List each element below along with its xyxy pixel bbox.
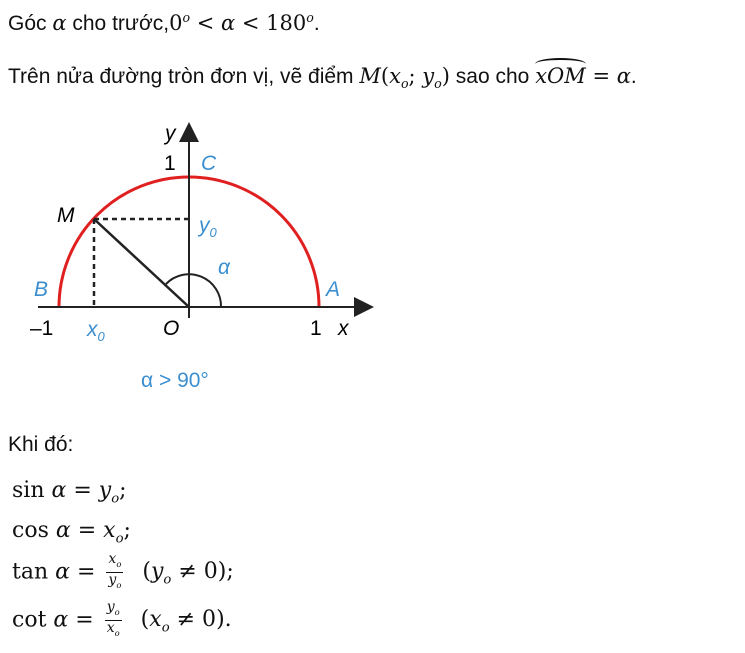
line2-y: y — [422, 64, 435, 88]
unit-semicircle-figure — [0, 108, 745, 408]
cot-eq: = — [68, 607, 101, 633]
label-one-right: 1 — [310, 317, 322, 340]
label-M: M — [57, 204, 75, 227]
line2-alpha: α — [616, 64, 631, 88]
line2-mid: sao cho — [449, 65, 536, 88]
intro-line — [8, 10, 320, 36]
formula-sin — [12, 478, 127, 506]
tan-fn: tan — [12, 559, 49, 585]
label-A: A — [326, 278, 341, 301]
cot-num: $y_o$ — [105, 600, 122, 621]
label-one-top: 1 — [164, 152, 176, 175]
intro-end: . — [313, 12, 320, 35]
cos-end: ; — [123, 518, 131, 543]
cot-fn: cot — [12, 607, 47, 633]
angle-arc — [166, 274, 221, 307]
sin-rhs-sub: o — [111, 491, 120, 507]
tan-eq: = — [70, 559, 103, 585]
figure-caption: α > 90° — [141, 369, 209, 392]
label-B: B — [34, 278, 49, 301]
cos-fn: cos — [12, 518, 49, 543]
intro-text: Góc — [8, 12, 53, 35]
label-x-axis: x — [338, 317, 349, 340]
formula-tan — [12, 552, 234, 593]
intro-alpha2: α — [221, 11, 236, 35]
label-O: O — [163, 317, 180, 340]
line2-sep: ; — [408, 64, 423, 88]
line2-y-sub: o — [434, 76, 442, 92]
sin-end: ; — [119, 478, 127, 503]
cos-rhs-sub: o — [115, 531, 124, 547]
label-minus-one: –1 — [30, 317, 54, 340]
formula-cos — [12, 518, 131, 546]
tan-fraction — [106, 552, 123, 593]
intro-alpha: α — [52, 11, 67, 35]
intro-lt1: < — [190, 11, 221, 35]
tan-den: $y_o$ — [108, 571, 122, 590]
segment-OM — [94, 219, 189, 307]
khi-do-text: Khi đó: — [8, 433, 74, 456]
sin-var: α — [51, 478, 67, 503]
label-x0: $x_0$ — [87, 318, 105, 344]
tan-cond: $(y_o \ne 0)$; — [142, 559, 234, 588]
line2-text: Trên nửa đường tròn đơn vị, vẽ điểm — [8, 65, 360, 88]
intro-range: 0 — [169, 11, 183, 35]
intro-sup2: o — [306, 10, 314, 25]
cot-var: α — [53, 607, 69, 633]
line2-x: x — [389, 64, 401, 88]
line2-end: . — [630, 65, 637, 88]
cot-den: $x_o$ — [106, 619, 120, 638]
khi-do-label — [8, 433, 73, 457]
intro-sup1: o — [182, 10, 191, 25]
intro-after: cho trước, — [66, 12, 170, 35]
cos-eq: = — [70, 518, 104, 543]
formula-cot — [12, 600, 232, 641]
tan-var: α — [55, 559, 70, 585]
line2-close: ) — [441, 64, 450, 88]
label-y0: $y_0$ — [199, 214, 217, 240]
line2-point: M — [359, 64, 381, 88]
cot-cond: $(x_o \ne 0)$. — [140, 607, 232, 636]
definition-line — [8, 64, 637, 91]
intro-lt2: < 180 — [235, 11, 307, 35]
cot-fraction — [105, 600, 122, 641]
label-y-axis: y — [165, 122, 176, 145]
sin-eq: = — [66, 478, 99, 503]
line2-x-sub: o — [400, 76, 409, 92]
tan-num: $x_o$ — [106, 552, 123, 573]
sin-rhs: y — [98, 478, 112, 503]
label-C: C — [201, 152, 217, 175]
label-alpha: α — [218, 256, 230, 279]
line2-eq: = — [585, 64, 617, 88]
cos-rhs: x — [103, 518, 116, 543]
line2-open: ( — [380, 64, 390, 88]
cos-var: α — [55, 518, 71, 543]
sin-fn: sin — [12, 478, 45, 503]
line2-angle: xOM — [535, 64, 586, 88]
